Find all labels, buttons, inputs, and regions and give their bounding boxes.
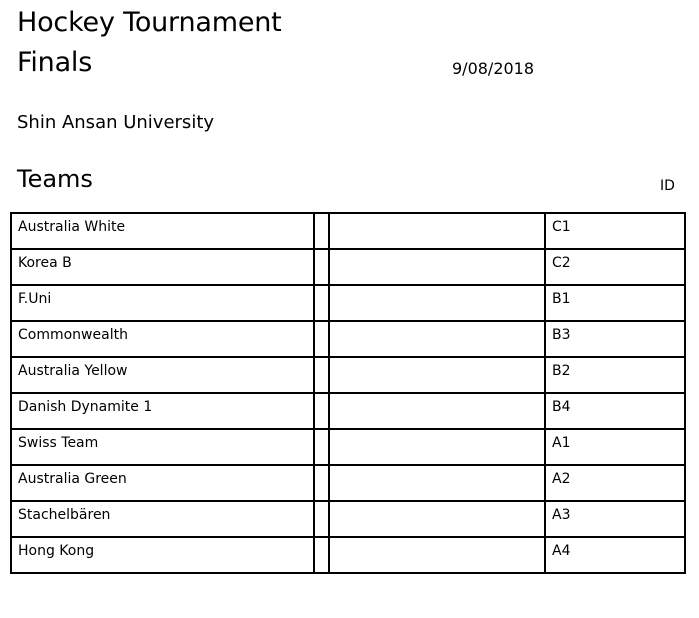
team-id-cell: A1: [545, 429, 685, 465]
separator-cell: [314, 393, 329, 429]
team-id-cell: B1: [545, 285, 685, 321]
table-row: [11, 393, 685, 429]
blank-cell: [329, 249, 545, 285]
table-row: [11, 285, 685, 321]
table-row: [11, 357, 685, 393]
blank-cell: [329, 537, 545, 573]
teams-table: [10, 212, 686, 574]
team-id-cell: A2: [545, 465, 685, 501]
separator-cell: [314, 429, 329, 465]
blank-cell: [329, 501, 545, 537]
team-name-cell: Australia Green: [11, 465, 314, 501]
team-name-cell: Korea B: [11, 249, 314, 285]
team-id-cell: A3: [545, 501, 685, 537]
team-id-cell: B4: [545, 393, 685, 429]
blank-cell: [329, 465, 545, 501]
table-row: [11, 213, 685, 249]
table-row: [11, 465, 685, 501]
separator-cell: [314, 213, 329, 249]
team-id-cell: B2: [545, 357, 685, 393]
separator-cell: [314, 249, 329, 285]
table-row: [11, 429, 685, 465]
blank-cell: [329, 357, 545, 393]
team-id-cell: B3: [545, 321, 685, 357]
team-name-cell: Danish Dynamite 1: [11, 393, 314, 429]
team-id-cell: A4: [545, 537, 685, 573]
id-column-heading: ID: [660, 178, 675, 194]
university-name: Shin Ansan University: [17, 112, 215, 133]
table-row: [11, 501, 685, 537]
team-name-cell: Stachelbären: [11, 501, 314, 537]
title-line-1: Hockey Tournament: [17, 7, 282, 38]
table-row: [11, 249, 685, 285]
blank-cell: [329, 213, 545, 249]
separator-cell: [314, 465, 329, 501]
team-id-cell: C2: [545, 249, 685, 285]
team-name-cell: Hong Kong: [11, 537, 314, 573]
separator-cell: [314, 537, 329, 573]
team-name-cell: F.Uni: [11, 285, 314, 321]
title-line-2: Finals: [17, 47, 93, 78]
separator-cell: [314, 321, 329, 357]
team-name-cell: Swiss Team: [11, 429, 314, 465]
table-row: [11, 537, 685, 573]
blank-cell: [329, 285, 545, 321]
table-row: [11, 321, 685, 357]
team-name-cell: Commonwealth: [11, 321, 314, 357]
separator-cell: [314, 357, 329, 393]
team-name-cell: Australia White: [11, 213, 314, 249]
blank-cell: [329, 393, 545, 429]
document-date: 9/08/2018: [452, 59, 535, 78]
team-name-cell: Australia Yellow: [11, 357, 314, 393]
blank-cell: [329, 321, 545, 357]
separator-cell: [314, 501, 329, 537]
document-title: [17, 3, 282, 83]
team-id-cell: C1: [545, 213, 685, 249]
teams-heading: Teams: [17, 165, 93, 193]
separator-cell: [314, 285, 329, 321]
blank-cell: [329, 429, 545, 465]
